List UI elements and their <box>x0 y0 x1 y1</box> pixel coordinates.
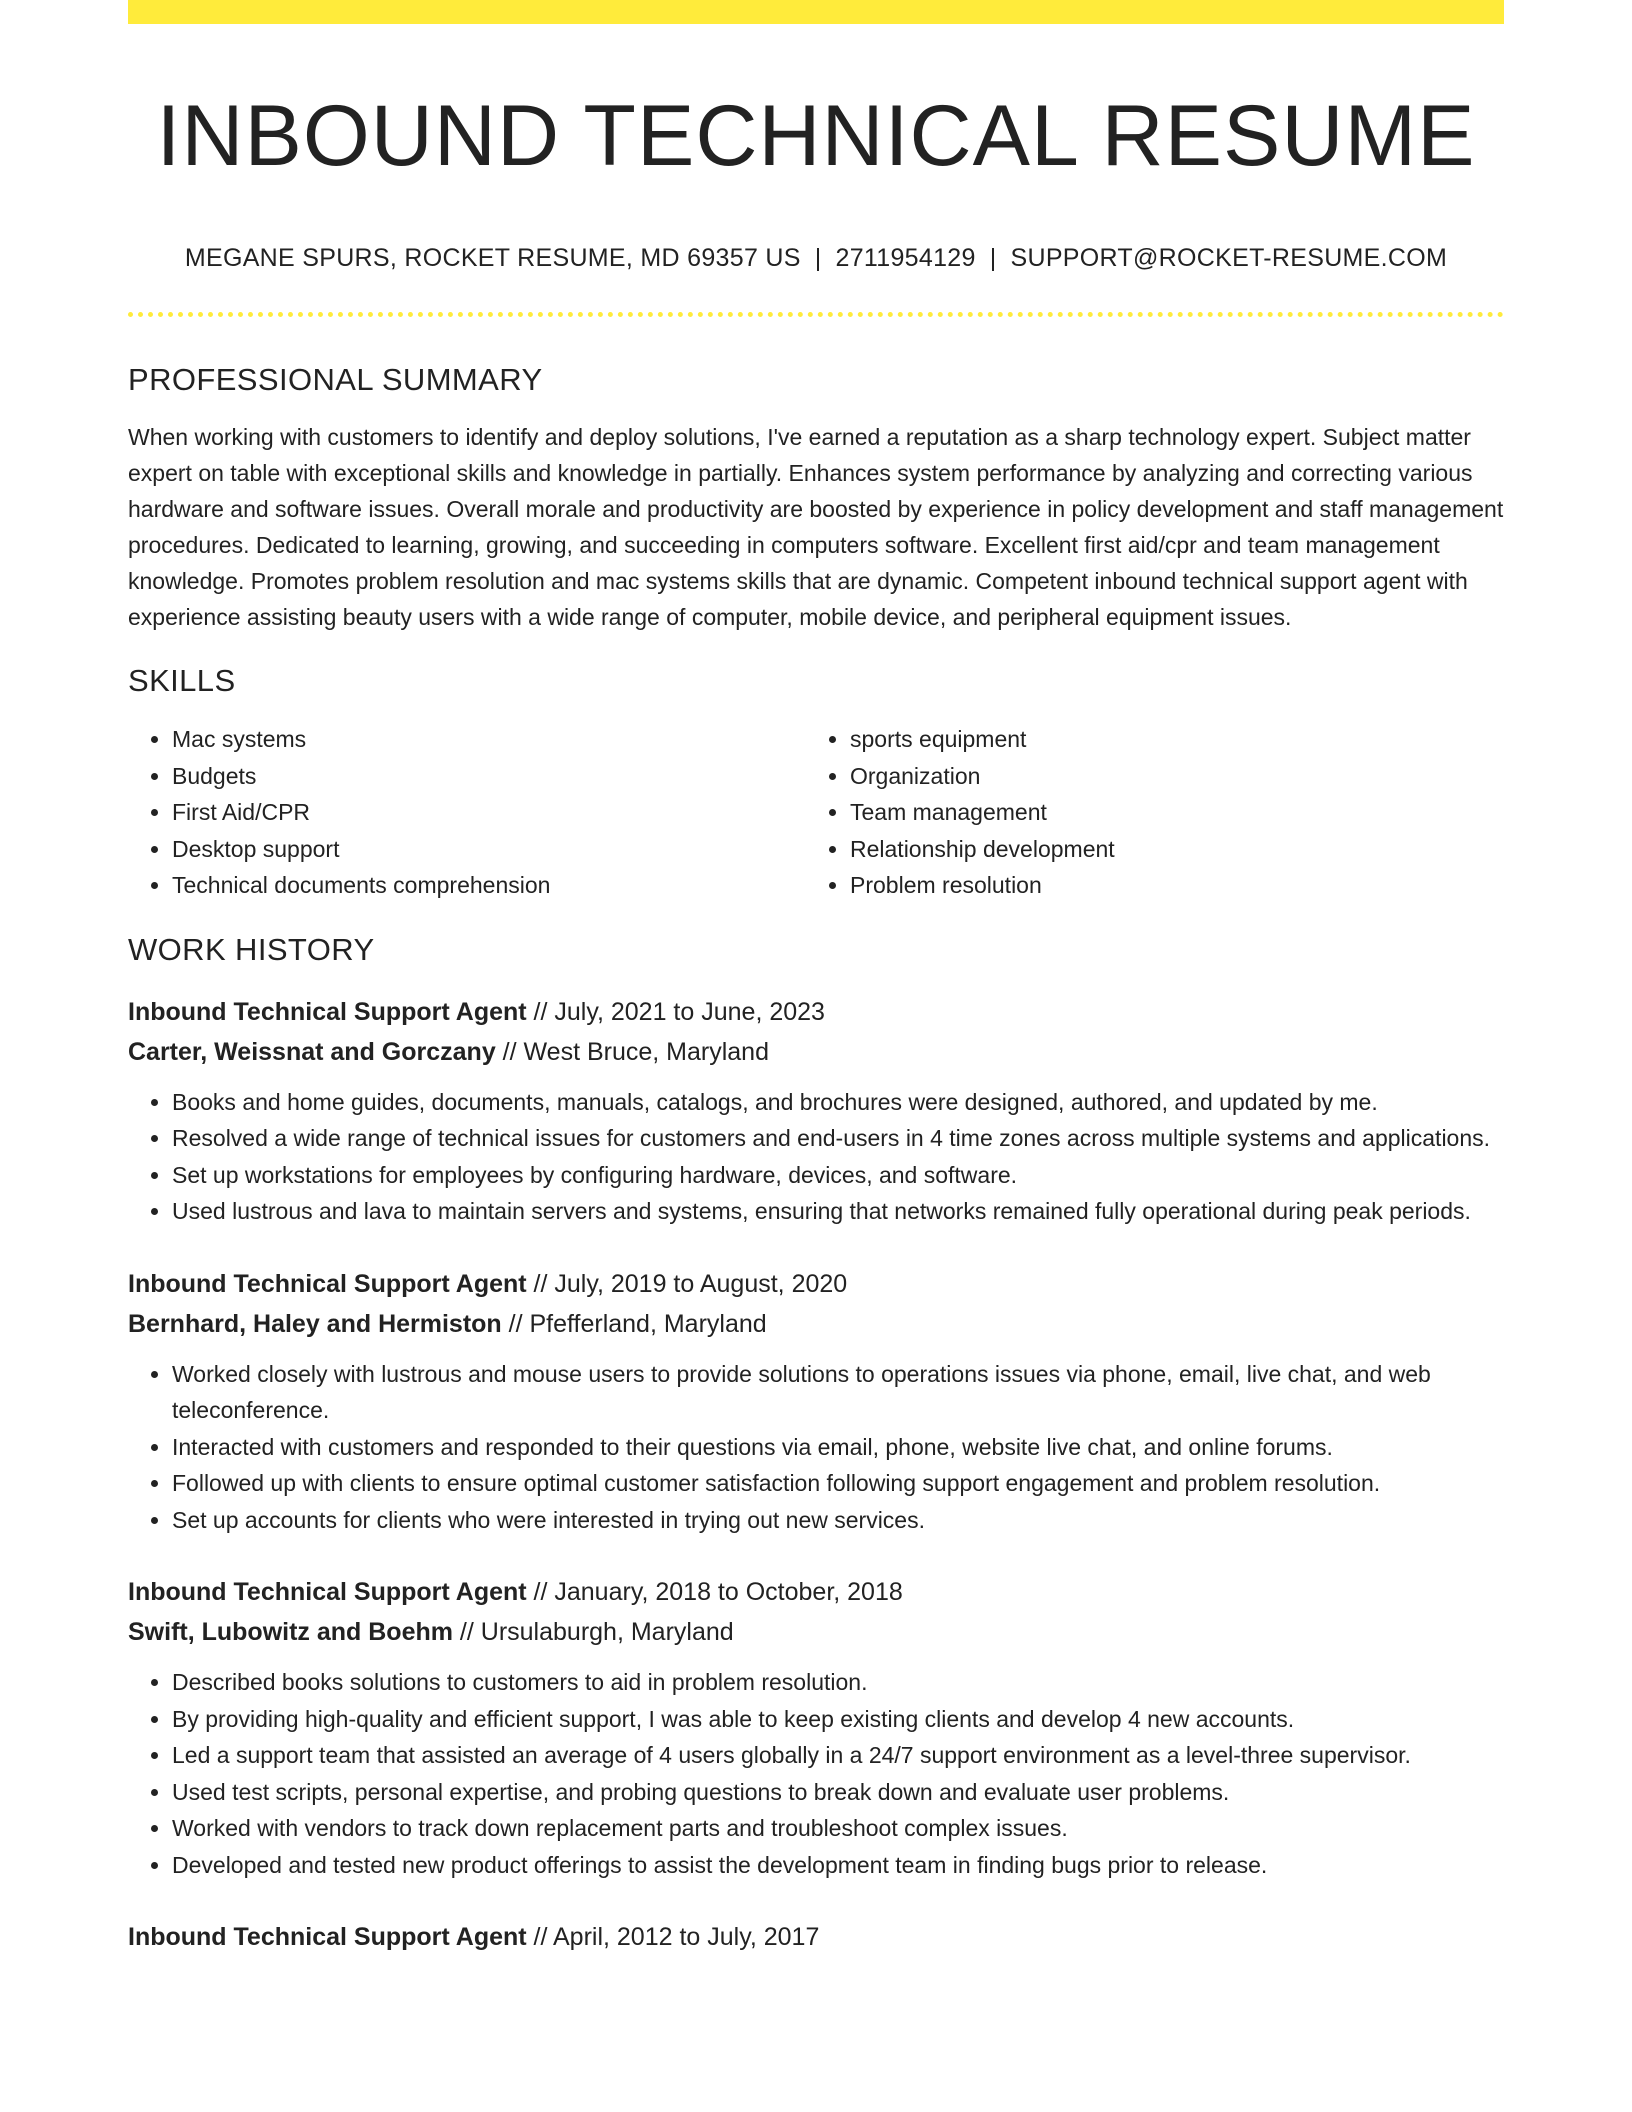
job-title: Inbound Technical Support Agent <box>128 997 527 1026</box>
job-bullets <box>128 1356 1504 1539</box>
job-dates: // January, 2018 to October, 2018 <box>526 1578 903 1606</box>
job-location: // Ursulaburgh, Maryland <box>452 1618 734 1646</box>
job-location: // Pfefferland, Maryland <box>501 1309 767 1338</box>
job-bullet: • Followed up with clients to ensure optimal customer satisfaction following support engagement and problem resolution. <box>172 1465 1504 1502</box>
job-bullet: • Worked closely with lustrous and mouse users to provide solutions to operations issues via phone, email, live chat, and web teleconference. <box>172 1356 1504 1429</box>
job-company-line <box>128 1612 1504 1652</box>
skill-item: • Problem resolution <box>850 867 1484 904</box>
job-bullet: • Books and home guides, documents, manuals, catalogs, and brochures were designed, authored, and updated by me. <box>172 1084 1504 1121</box>
work-history-heading: WORK HISTORY <box>128 931 375 967</box>
resume-page <box>128 0 1504 1957</box>
job-title: Inbound Technical Support Agent <box>128 1269 527 1298</box>
job-company-line <box>128 1032 1504 1072</box>
job-dates: // July, 2021 to June, 2023 <box>526 997 825 1026</box>
skill-item: • sports equipment <box>850 721 1484 758</box>
job-bullet: • Used test scripts, personal expertise, and probing questions to break down and evaluate user problems. <box>172 1774 1504 1811</box>
job-bullet: • Set up accounts for clients who were interested in trying out new services. <box>172 1502 1504 1539</box>
job-dates: // April, 2012 to July, 2017 <box>526 1923 820 1951</box>
skill-item: • Desktop support <box>172 831 806 868</box>
job-location: // West Bruce, Maryland <box>495 1037 769 1066</box>
skill-item: • Mac systems <box>172 721 806 758</box>
skills-column-left <box>128 721 806 904</box>
job-bullet: • Used lustrous and lava to maintain servers and systems, ensuring that networks remained fully operational during peak periods. <box>172 1193 1504 1230</box>
job-entry <box>128 1917 1504 1957</box>
skill-item: • Organization <box>850 758 1484 795</box>
contact-phone: 2711954129 <box>835 244 976 272</box>
job-bullet: • Worked with vendors to track down replacement parts and troubleshoot complex issues. <box>172 1810 1504 1847</box>
job-company: Carter, Weissnat and Gorczany <box>128 1037 496 1066</box>
skill-item: • Technical documents comprehension <box>172 867 806 904</box>
contact-separator: | <box>989 244 997 272</box>
job-title-line <box>128 1572 1504 1612</box>
job-entry <box>128 1264 1504 1539</box>
accent-top-bar <box>128 0 1504 24</box>
job-company-line <box>128 1304 1504 1344</box>
summary-text: When working with customers to identify and deploy solutions, I've earned a reputation as a sharp technology expert. Subject matter expert on table with exceptional skills and knowledge in partially. Enhances system performance by analyzing and correcting various hardware and software issues. Overall morale and productivity are boosted by experience in policy development and staff management procedures. Dedicated to learning, growing, and succeeding in computers software. Excellent first aid/cpr and team management knowledge. Promotes problem resolution and mac systems skills that are dynamic. Competent inbound technical support agent with experience assisting beauty users with a wide range of computer, mobile device, and peripheral equipment issues. <box>128 424 1504 630</box>
skills-heading: SKILLS <box>128 663 236 698</box>
job-entry <box>128 1572 1504 1883</box>
job-company: Swift, Lubowitz and Boehm <box>128 1618 453 1646</box>
resume-title: INBOUND TECHNICAL RESUME <box>156 88 1476 184</box>
contact-line <box>128 242 1504 274</box>
job-entry <box>128 992 1504 1230</box>
job-bullet: • By providing high-quality and efficient support, I was able to keep existing clients and develop 4 new accounts. <box>172 1701 1504 1738</box>
summary-heading: PROFESSIONAL SUMMARY <box>128 362 543 397</box>
job-bullets <box>128 1664 1504 1883</box>
job-bullet: • Interacted with customers and responded to their questions via email, phone, website live chat, and online forums. <box>172 1429 1504 1466</box>
job-title-line <box>128 992 1504 1032</box>
job-bullet: • Led a support team that assisted an average of 4 users globally in a 24/7 support environment as a level-three supervisor. <box>172 1737 1504 1774</box>
skill-item: • Budgets <box>172 758 806 795</box>
job-bullet: • Developed and tested new product offerings to assist the development team in finding bugs prior to release. <box>172 1847 1504 1884</box>
contact-separator: | <box>814 244 822 272</box>
skill-item: • First Aid/CPR <box>172 794 806 831</box>
skills-list <box>128 721 1504 904</box>
contact-email: SUPPORT@ROCKET-RESUME.COM <box>1010 244 1448 272</box>
job-bullet: • Described books solutions to customers to aid in problem resolution. <box>172 1664 1504 1701</box>
job-bullet: • Set up workstations for employees by configuring hardware, devices, and software. <box>172 1157 1504 1194</box>
job-dates: // July, 2019 to August, 2020 <box>526 1269 848 1298</box>
job-company: Bernhard, Haley and Hermiston <box>128 1309 502 1338</box>
job-title-line <box>128 1917 1504 1957</box>
job-title-line <box>128 1264 1504 1304</box>
job-bullets <box>128 1084 1504 1230</box>
skill-item: • Team management <box>850 794 1484 831</box>
skill-item: • Relationship development <box>850 831 1484 868</box>
contact-address: MEGANE SPURS, ROCKET RESUME, MD 69357 US <box>184 244 801 272</box>
dotted-divider <box>128 312 1504 317</box>
job-bullet: • Resolved a wide range of technical issues for customers and end-users in 4 time zones across multiple systems and applications. <box>172 1120 1504 1157</box>
job-title: Inbound Technical Support Agent <box>128 1923 527 1951</box>
skills-column-right <box>806 721 1484 904</box>
job-title: Inbound Technical Support Agent <box>128 1578 527 1606</box>
